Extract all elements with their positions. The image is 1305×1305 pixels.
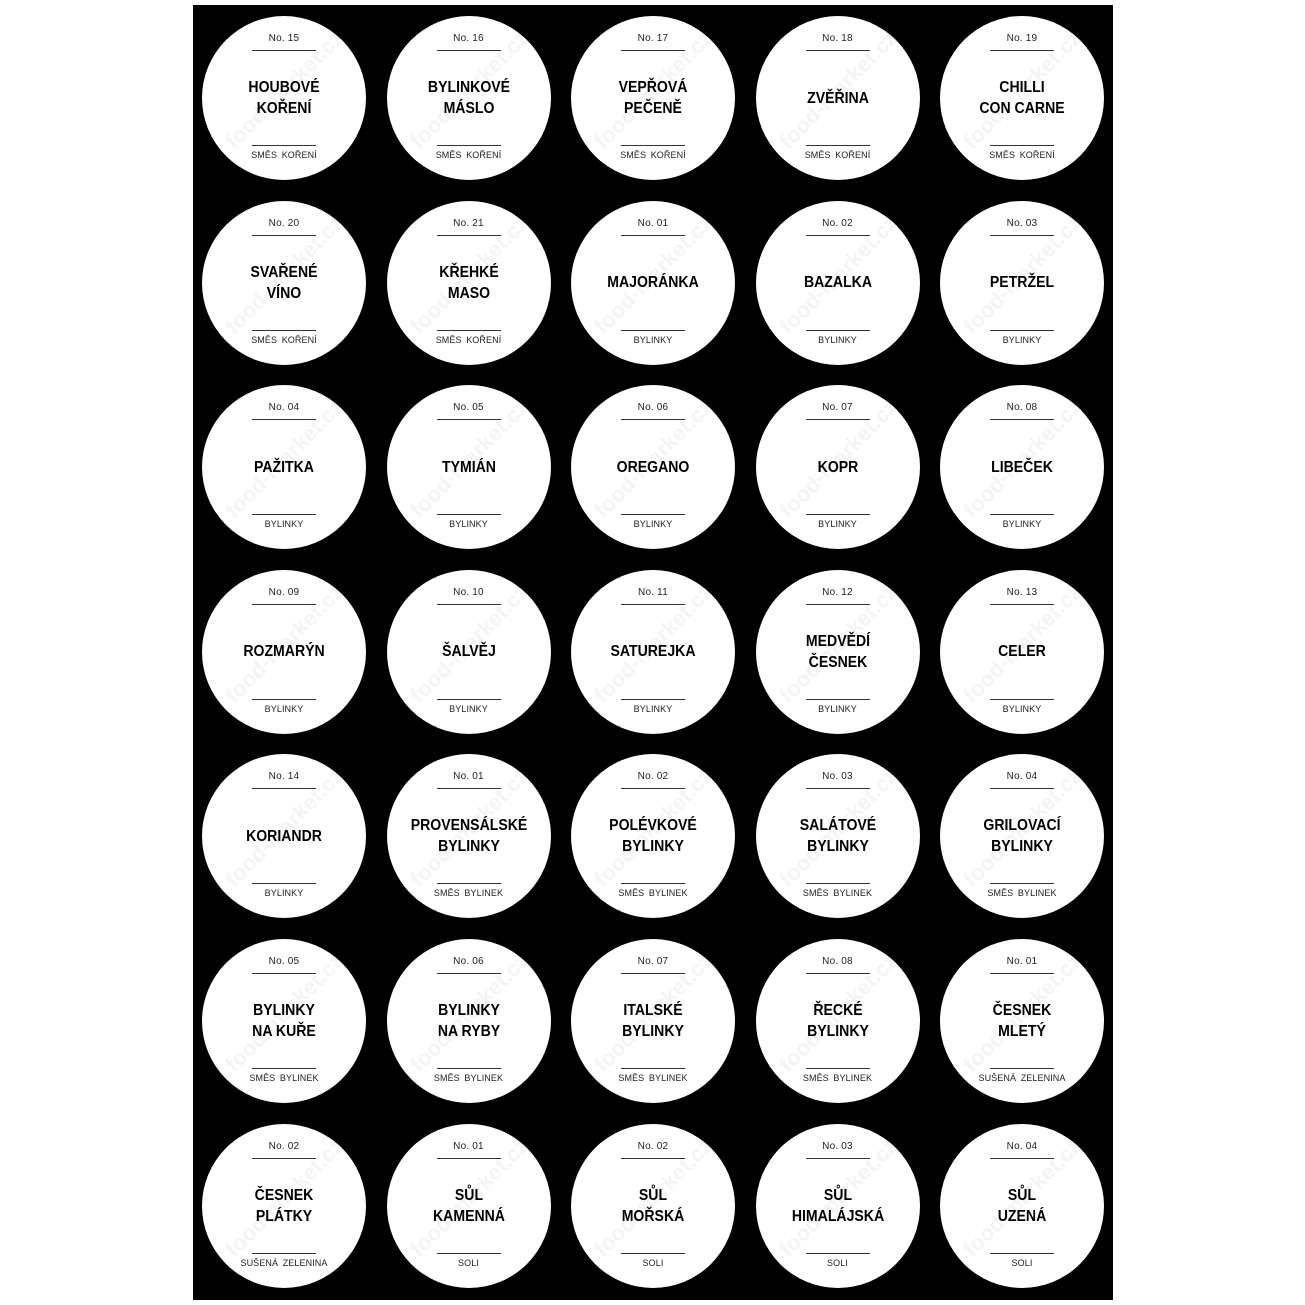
bottom-divider — [252, 330, 316, 331]
label-name-line: MAJORÁNKA — [607, 274, 699, 292]
label-number: No. 04 — [1006, 771, 1038, 783]
label-number: No. 19 — [1006, 33, 1038, 44]
label-category: SOLI — [458, 1257, 479, 1268]
label-name-line: ROZMARÝN — [243, 643, 325, 661]
label-number: No. 07 — [822, 402, 853, 414]
spice-label — [940, 570, 1104, 734]
label-name-line: ČESNEK — [992, 1001, 1052, 1019]
label-name-line: BYLINKY — [806, 838, 869, 856]
label-number: No. 04 — [268, 402, 300, 414]
label-name — [215, 794, 352, 878]
label-grid — [202, 16, 1104, 1288]
label-name-line: SŮL — [823, 1186, 852, 1204]
label-name-line: LIBEČEK — [991, 458, 1053, 476]
bottom-divider — [621, 1068, 685, 1069]
top-divider — [437, 235, 501, 236]
label-name — [584, 794, 721, 878]
label-name-line: OREGANO — [616, 458, 690, 476]
label-category: SMĚS BYLINEK — [249, 1072, 319, 1083]
top-divider — [621, 788, 685, 789]
label-name-line: CON CARNE — [979, 100, 1065, 117]
label-name-line: SŮL — [638, 1186, 668, 1204]
label-name-line: CHILLI — [999, 79, 1045, 96]
spice-label — [756, 754, 920, 918]
label-number: No. 05 — [453, 402, 484, 414]
spice-label — [571, 570, 735, 734]
bottom-divider — [806, 145, 870, 146]
label-number: No. 08 — [1006, 402, 1038, 414]
top-divider — [437, 1158, 501, 1159]
label-category: SMĚS BYLINEK — [618, 1072, 688, 1083]
label-category: BYLINKY — [633, 519, 673, 530]
label-number: No. 13 — [1006, 586, 1038, 598]
spice-label — [756, 570, 920, 734]
label-name-line: ČESNEK — [808, 653, 867, 671]
label-name — [400, 425, 537, 509]
spice-label — [202, 754, 366, 918]
label-category: SMĚS KOŘENÍ — [435, 334, 502, 345]
bottom-divider — [621, 699, 685, 700]
label-category: SMĚS KOŘENÍ — [989, 150, 1055, 160]
label-name — [584, 425, 721, 509]
label-name-line: BYLINKY — [437, 1001, 500, 1019]
spice-label — [940, 1124, 1104, 1288]
bottom-divider — [621, 145, 685, 146]
bottom-divider — [806, 1068, 870, 1069]
bottom-divider — [252, 514, 316, 515]
label-category: SUŠENÁ ZELENINA — [978, 1072, 1066, 1083]
label-name-line: PEČENĚ — [624, 100, 682, 117]
bottom-divider — [437, 514, 501, 515]
top-divider — [990, 604, 1054, 605]
label-number: No. 04 — [1006, 1140, 1038, 1152]
label-category: SOLI — [642, 1257, 664, 1268]
label-name-line: KORIANDR — [246, 827, 322, 845]
label-name-line: UZENÁ — [997, 1207, 1047, 1225]
label-name-line: PROVENSÁLSKÉ — [410, 817, 527, 835]
label-name — [953, 794, 1090, 878]
bottom-divider — [252, 883, 316, 884]
spice-label — [571, 754, 735, 918]
label-name-line: MEDVĚDÍ — [805, 632, 870, 650]
label-number: No. 05 — [268, 955, 300, 967]
label-name-line: HIMALÁJSKÁ — [791, 1207, 884, 1225]
top-divider — [990, 973, 1054, 974]
label-name-line: BYLINKY — [437, 838, 500, 856]
label-number: No. 01 — [1006, 955, 1038, 967]
top-divider — [806, 604, 870, 605]
label-category: BYLINKY — [1002, 519, 1042, 530]
label-name — [215, 979, 352, 1063]
label-name-line: ČESNEK — [254, 1186, 314, 1204]
label-name — [953, 56, 1090, 140]
spice-label — [940, 201, 1104, 365]
spice-label — [202, 16, 366, 180]
top-divider — [437, 419, 501, 420]
spice-label — [940, 939, 1104, 1103]
label-number: No. 21 — [453, 217, 484, 229]
label-name-line: KOPR — [817, 458, 858, 476]
label-number: No. 03 — [822, 1140, 853, 1152]
label-name-line: BYLINKY — [622, 838, 684, 856]
label-number: No. 16 — [453, 33, 484, 44]
bottom-divider — [990, 1253, 1054, 1254]
bottom-divider — [437, 145, 501, 146]
label-sheet — [193, 5, 1113, 1300]
label-category: BYLINKY — [1002, 703, 1042, 714]
spice-label — [571, 385, 735, 549]
label-name-line: BYLINKY — [806, 1022, 869, 1040]
label-name — [400, 1164, 537, 1248]
label-name — [400, 610, 537, 694]
label-name-line: MASO — [447, 284, 490, 302]
top-divider — [621, 50, 685, 51]
bottom-divider — [806, 514, 870, 515]
spice-label — [756, 385, 920, 549]
top-divider — [252, 604, 316, 605]
label-name — [400, 56, 537, 140]
label-name — [584, 241, 721, 325]
bottom-divider — [621, 330, 685, 331]
spice-label — [387, 1124, 551, 1288]
label-category: SMĚS BYLINEK — [802, 888, 873, 899]
label-name-line: BYLINKY — [253, 1001, 315, 1019]
label-number: No. 02 — [637, 1140, 669, 1152]
label-name — [215, 425, 352, 509]
label-name — [584, 979, 721, 1063]
label-name — [584, 610, 721, 694]
spice-label — [940, 754, 1104, 918]
spice-label — [387, 385, 551, 549]
bottom-divider — [252, 145, 316, 146]
spice-label — [387, 939, 551, 1103]
label-name-line: PLÁTKY — [255, 1207, 313, 1225]
label-name-line: MLETÝ — [998, 1022, 1046, 1040]
bottom-divider — [437, 883, 501, 884]
label-category: SMĚS BYLINEK — [987, 888, 1057, 899]
top-divider — [990, 1158, 1054, 1159]
label-category: SMĚS KOŘENÍ — [251, 334, 317, 345]
bottom-divider — [252, 1068, 316, 1069]
spice-label — [756, 201, 920, 365]
label-name-line: POLÉVKOVÉ — [609, 817, 697, 835]
top-divider — [437, 973, 501, 974]
label-name — [400, 794, 537, 878]
label-name — [953, 979, 1090, 1063]
label-number: No. 12 — [822, 586, 853, 598]
label-category: BYLINKY — [818, 519, 857, 530]
bottom-divider — [990, 883, 1054, 884]
top-divider — [990, 235, 1054, 236]
label-category: SOLI — [1011, 1257, 1033, 1268]
label-number: No. 08 — [822, 955, 853, 967]
bottom-divider — [252, 699, 316, 700]
label-name — [215, 610, 352, 694]
label-number: No. 03 — [822, 771, 853, 783]
label-category: BYLINKY — [633, 703, 673, 714]
top-divider — [806, 788, 870, 789]
label-name — [400, 241, 537, 325]
label-name — [769, 610, 906, 694]
label-name-line: BAZALKA — [803, 274, 872, 292]
label-category: SMĚS KOŘENÍ — [251, 150, 317, 160]
top-divider — [252, 419, 316, 420]
label-category: BYLINKY — [264, 703, 304, 714]
label-category: BYLINKY — [449, 519, 488, 530]
top-divider — [252, 788, 316, 789]
label-name-line: MÁSLO — [443, 100, 494, 117]
spice-label — [387, 16, 551, 180]
label-category: BYLINKY — [449, 703, 488, 714]
label-number: No. 02 — [637, 771, 669, 783]
bottom-divider — [990, 699, 1054, 700]
label-category: BYLINKY — [264, 519, 304, 530]
spice-label — [940, 16, 1104, 180]
label-name-line: KOŘENÍ — [256, 100, 312, 117]
label-number: No. 14 — [268, 771, 300, 783]
label-number: No. 10 — [453, 586, 484, 598]
spice-label — [202, 1124, 366, 1288]
label-category: BYLINKY — [1002, 334, 1042, 345]
label-name-line: MOŘSKÁ — [621, 1207, 685, 1225]
label-name-line: KAMENNÁ — [432, 1207, 505, 1225]
label-category: SMĚS KOŘENÍ — [435, 150, 502, 160]
label-name — [769, 425, 906, 509]
label-name — [769, 979, 906, 1063]
label-name-line: VEPŘOVÁ — [618, 79, 688, 96]
bottom-divider — [990, 145, 1054, 146]
label-name-line: HOUBOVÉ — [248, 79, 320, 96]
label-name — [769, 56, 906, 140]
label-category: BYLINKY — [818, 334, 857, 345]
bottom-divider — [990, 330, 1054, 331]
bottom-divider — [437, 330, 501, 331]
label-number: No. 20 — [268, 217, 300, 229]
bottom-divider — [806, 699, 870, 700]
spice-label — [202, 939, 366, 1103]
label-category: BYLINKY — [264, 888, 304, 899]
label-name-line: SŮL — [1007, 1186, 1037, 1204]
label-name-line: PAŽITKA — [254, 458, 314, 476]
spice-label — [387, 754, 551, 918]
top-divider — [252, 50, 316, 51]
label-number: No. 06 — [637, 402, 669, 414]
label-name-line: KŘEHKÉ — [438, 263, 499, 281]
label-name-line: ŘECKÉ — [812, 1001, 863, 1019]
top-divider — [621, 973, 685, 974]
label-name-line: VÍNO — [266, 284, 302, 302]
spice-label — [571, 201, 735, 365]
bottom-divider — [621, 883, 685, 884]
top-divider — [437, 50, 501, 51]
label-name-line: ITALSKÉ — [623, 1001, 683, 1019]
label-name — [400, 979, 537, 1063]
top-divider — [621, 235, 685, 236]
label-category: SMĚS BYLINEK — [802, 1072, 873, 1083]
label-name — [953, 1164, 1090, 1248]
label-name — [215, 56, 352, 140]
label-name-line: GRILOVACÍ — [983, 817, 1061, 835]
label-name — [953, 241, 1090, 325]
spice-label — [571, 1124, 735, 1288]
label-category: SMĚS BYLINEK — [433, 888, 504, 899]
label-category: SOLI — [827, 1257, 848, 1268]
label-category: SMĚS KOŘENÍ — [804, 150, 871, 160]
top-divider — [990, 788, 1054, 789]
spice-label — [387, 570, 551, 734]
spice-label — [202, 385, 366, 549]
label-name-line: ZVĚŘINA — [806, 89, 869, 107]
bottom-divider — [806, 330, 870, 331]
label-number: No. 11 — [638, 586, 668, 598]
label-number: No. 02 — [268, 1140, 300, 1152]
label-name — [215, 1164, 352, 1248]
top-divider — [621, 419, 685, 420]
label-number: No. 02 — [822, 217, 853, 229]
label-number: No. 03 — [1006, 217, 1038, 229]
top-divider — [437, 788, 501, 789]
label-number: No. 01 — [637, 217, 669, 229]
top-divider — [806, 235, 870, 236]
bottom-divider — [437, 699, 501, 700]
label-name-line: SALÁTOVÉ — [799, 817, 876, 835]
label-number: No. 06 — [453, 955, 484, 967]
top-divider — [806, 973, 870, 974]
label-number: No. 07 — [637, 955, 669, 967]
label-name — [215, 241, 352, 325]
label-number: No. 01 — [453, 1140, 484, 1152]
top-divider — [990, 50, 1054, 51]
bottom-divider — [621, 1253, 685, 1254]
label-name-line: BYLINKOVÉ — [427, 79, 510, 96]
label-name — [953, 425, 1090, 509]
label-category: SMĚS KOŘENÍ — [620, 150, 686, 160]
spice-label — [571, 16, 735, 180]
label-number: No. 01 — [453, 771, 484, 783]
bottom-divider — [252, 1253, 316, 1254]
label-name — [584, 1164, 721, 1248]
label-name — [769, 241, 906, 325]
label-category: SMĚS BYLINEK — [618, 888, 688, 899]
label-number: No. 17 — [637, 33, 669, 44]
label-name-line: BYLINKY — [991, 838, 1053, 856]
bottom-divider — [806, 883, 870, 884]
top-divider — [621, 1158, 685, 1159]
label-name-line: PETRŽEL — [989, 274, 1055, 292]
spice-label — [940, 385, 1104, 549]
label-name — [769, 794, 906, 878]
label-name-line: SATUREJKA — [610, 643, 696, 661]
top-divider — [806, 1158, 870, 1159]
spice-label — [756, 16, 920, 180]
label-name-line: BYLINKY — [622, 1022, 684, 1040]
label-category: BYLINKY — [633, 334, 673, 345]
label-name-line: CELER — [998, 643, 1046, 661]
label-name-line: NA RYBY — [437, 1022, 500, 1040]
spice-label — [387, 201, 551, 365]
bottom-divider — [437, 1253, 501, 1254]
label-name-line: NA KUŘE — [252, 1022, 316, 1040]
label-name-line: ŠALVĚJ — [441, 643, 496, 661]
label-name-line: SVAŘENÉ — [250, 263, 318, 281]
label-name — [953, 610, 1090, 694]
top-divider — [806, 50, 870, 51]
label-category: SUŠENÁ ZELENINA — [240, 1257, 328, 1268]
spice-label — [571, 939, 735, 1103]
spice-label — [756, 939, 920, 1103]
top-divider — [252, 1158, 316, 1159]
label-category: SMĚS BYLINEK — [433, 1072, 504, 1083]
bottom-divider — [621, 514, 685, 515]
top-divider — [990, 419, 1054, 420]
bottom-divider — [437, 1068, 501, 1069]
label-number: No. 09 — [268, 586, 300, 598]
bottom-divider — [806, 1253, 870, 1254]
label-name-line: SŮL — [454, 1186, 483, 1204]
spice-label — [756, 1124, 920, 1288]
top-divider — [252, 973, 316, 974]
spice-label — [202, 570, 366, 734]
label-name — [769, 1164, 906, 1248]
label-name-line: TYMIÁN — [441, 458, 496, 476]
top-divider — [806, 419, 870, 420]
spice-label — [202, 201, 366, 365]
label-name — [584, 56, 721, 140]
label-number: No. 18 — [822, 33, 853, 44]
bottom-divider — [990, 514, 1054, 515]
bottom-divider — [990, 1068, 1054, 1069]
top-divider — [621, 604, 685, 605]
top-divider — [437, 604, 501, 605]
top-divider — [252, 235, 316, 236]
label-number: No. 15 — [268, 33, 300, 44]
label-category: BYLINKY — [818, 703, 857, 714]
